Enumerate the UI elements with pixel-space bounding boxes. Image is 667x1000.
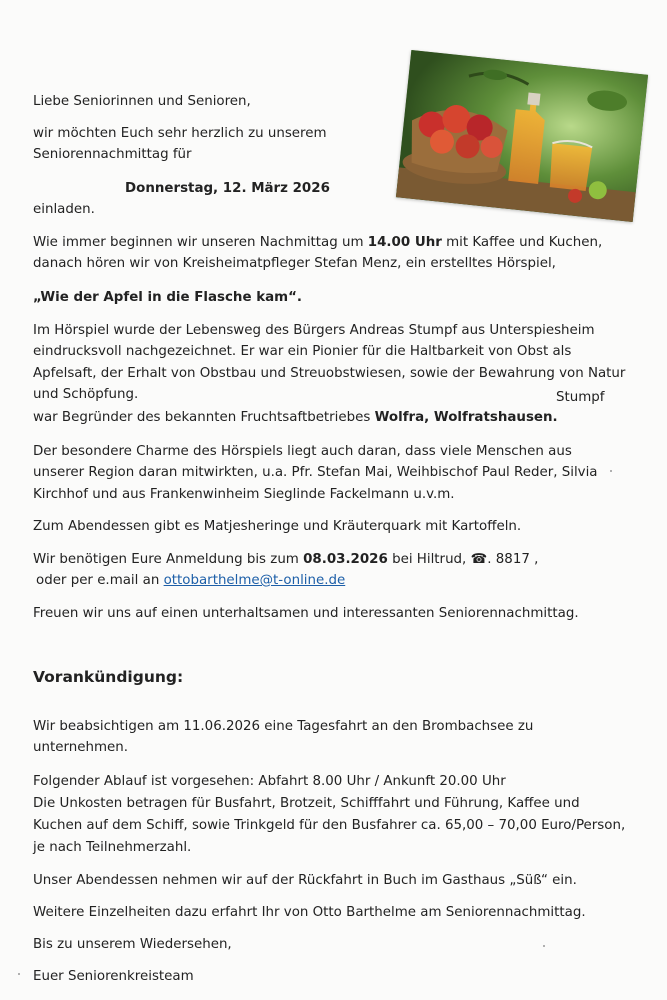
- paragraph-line: [36, 570, 345, 591]
- company-name: Wolfra, Wolfratshausen.: [374, 410, 558, 425]
- signature: Euer Seniorenkreisteam: [33, 969, 194, 984]
- intro-line: wir möchten Euch sehr herzlich zu unserem: [33, 126, 327, 141]
- scan-speck: [543, 945, 545, 947]
- event-date: Donnerstag, 12. März 2026: [125, 181, 330, 196]
- text-run: mit Kaffee und Kuchen,: [441, 235, 603, 250]
- paragraph-line: und Schöpfung.: [33, 387, 139, 402]
- paragraph-line: unternehmen.: [33, 740, 128, 755]
- section-heading: Vorankündigung:: [33, 668, 184, 686]
- paragraph-line: Apfelsaft, der Erhalt von Obstbau und Streuobstwiesen, sowie der Bewahrung von Natur: [33, 366, 626, 381]
- paragraph-line: Der besondere Charme des Hörspiels liegt auch daran, dass viele Menschen aus: [33, 444, 572, 459]
- paragraph-line: eindrucksvoll nachgezeichnet. Er war ein Pionier für die Haltbarkeit von Obst als: [33, 344, 572, 359]
- paragraph-line: [33, 232, 602, 253]
- intro-line: Seniorennachmittag für: [33, 147, 192, 162]
- paragraph-line: [33, 407, 558, 428]
- scan-speck: [610, 470, 612, 472]
- text-run: war Begründer des bekannten Fruchtsaftbetriebes: [33, 410, 375, 425]
- paragraph-line: Kirchhof und aus Frankenwinheim Sieglinde Fackelmann u.v.m.: [33, 487, 455, 502]
- paragraph-line: je nach Teilnehmerzahl.: [33, 840, 192, 855]
- event-time: 14.00 Uhr: [367, 235, 442, 250]
- scan-speck: [18, 973, 20, 975]
- paragraph-word: Stumpf: [556, 390, 605, 405]
- invite-text: einladen.: [33, 202, 95, 217]
- paragraph-line: unserer Region daran mitwirkten, u.a. Pfr. Stefan Mai, Weihbischof Paul Reder, Silvia: [33, 465, 598, 480]
- paragraph-line: Die Unkosten betragen für Busfahrt, Brotzeit, Schifffahrt und Führung, Kaffee und: [33, 796, 580, 811]
- paragraph-line: Kuchen auf dem Schiff, sowie Trinkgeld für den Busfahrer ca. 65,00 – 70,00 Euro/Person,: [33, 818, 626, 833]
- text-run: bei Hiltrud,: [387, 552, 471, 567]
- phone-number: . 8817 ,: [487, 552, 539, 567]
- text-run: oder per e.mail an: [36, 573, 164, 588]
- registration-deadline: 08.03.2026: [303, 552, 388, 567]
- closing-line: Bis zu unserem Wiedersehen,: [33, 937, 232, 952]
- paragraph-line: Im Hörspiel wurde der Lebensweg des Bürgers Andreas Stumpf aus Unterspiesheim: [33, 323, 595, 338]
- paragraph-line: Freuen wir uns auf einen unterhaltsamen und interessanten Seniorennachmittag.: [33, 606, 579, 621]
- play-title: „Wie der Apfel in die Flasche kam“.: [33, 290, 302, 305]
- paragraph-line: Weitere Einzelheiten dazu erfahrt Ihr von Otto Barthelme am Seniorennachmittag.: [33, 905, 586, 920]
- greeting: Liebe Seniorinnen und Senioren,: [33, 94, 251, 109]
- paragraph-line: danach hören wir von Kreisheimatpfleger Stefan Menz, ein erstelltes Hörspiel,: [33, 256, 556, 271]
- paragraph-line: Unser Abendessen nehmen wir auf der Rückfahrt in Buch im Gasthaus „Süß“ ein.: [33, 873, 577, 888]
- phone-icon: ☎: [470, 552, 488, 567]
- text-run: Wie immer beginnen wir unseren Nachmittag um: [33, 235, 368, 250]
- paragraph-line: Zum Abendessen gibt es Matjesheringe und Kräuterquark mit Kartoffeln.: [33, 519, 522, 534]
- email-link[interactable]: ottobarthelme@t-online.de: [163, 573, 346, 588]
- apples-and-juice-photo: [396, 50, 648, 222]
- paragraph-line: Wir beabsichtigen am 11.06.2026 eine Tagesfahrt an den Brombachsee zu: [33, 719, 534, 734]
- paragraph-line: Folgender Ablauf ist vorgesehen: Abfahrt 8.00 Uhr / Ankunft 20.00 Uhr: [33, 774, 506, 789]
- paragraph-line: [33, 549, 538, 570]
- text-run: Wir benötigen Eure Anmeldung bis zum: [33, 552, 304, 567]
